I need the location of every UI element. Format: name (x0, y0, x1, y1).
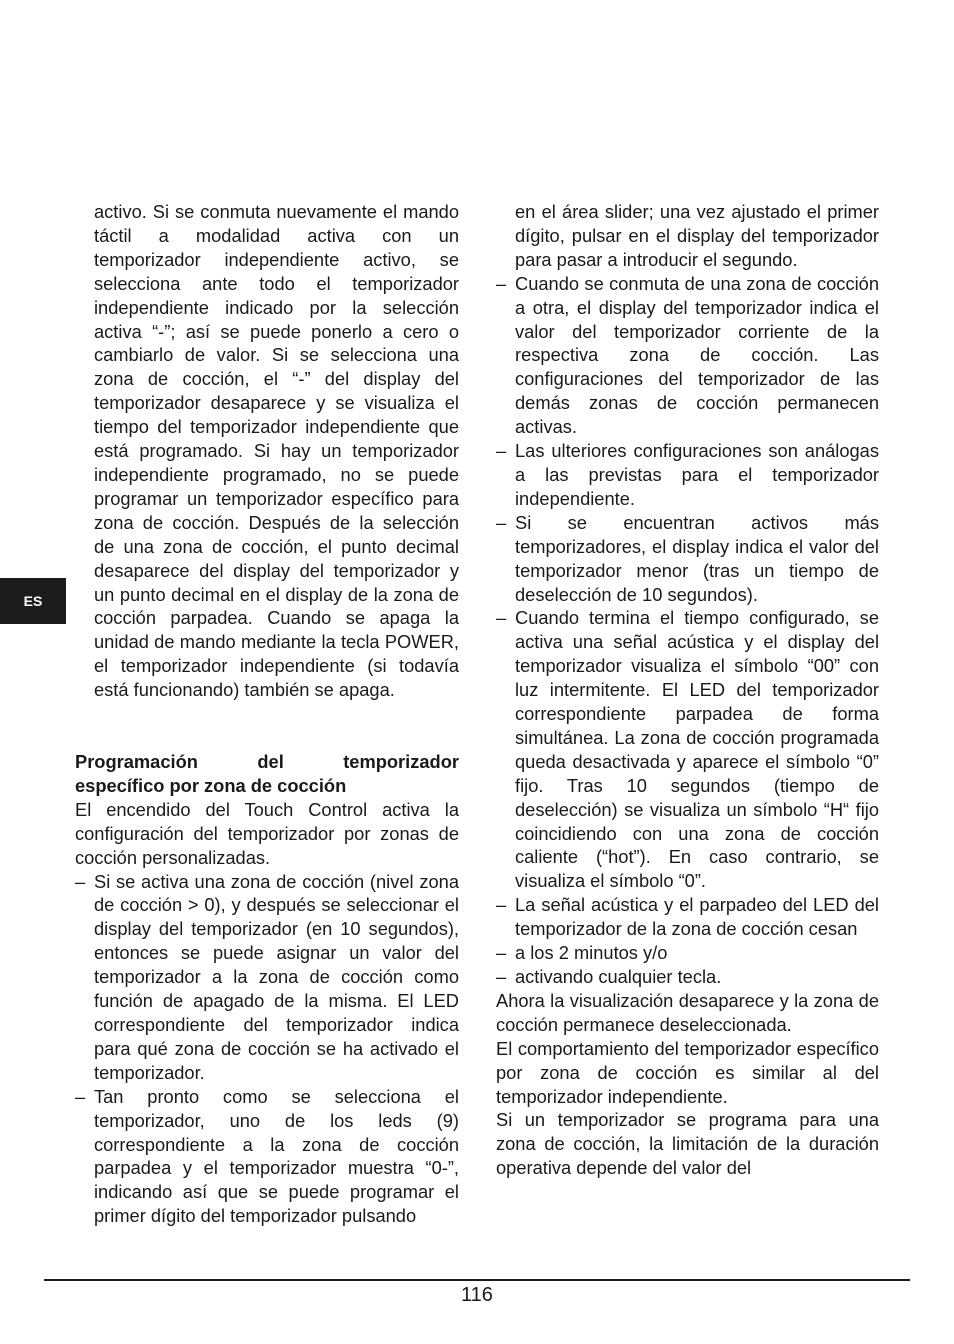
section-heading (75, 750, 459, 798)
intro-paragraph: activo. Si se conmuta nuevamente el mando táctil a modalidad activa con un temporizador independiente activo, se selecciona ante todo el temporizador independiente indicado por la selección activa “-”; así se puede ponerlo a cero o cambiarlo de valor. Si se selecciona una zona de cocción, el “-” del display del temporizador desaparece y se visualiza el tiempo del temporizador independiente que está programado. Si hay un temporizador independiente programado, no se puede programar un temporizador específico para zona de cocción. Después de la selección de una zona de cocción, el punto decimal desaparece del display del temporizador y un punto decimal en el display de la zona de cocción parpadea. Cuando se apaga la unidad de mando mediante la tecla POWER, el temporizador independiente (si todavía está funcionando) también se apaga. (94, 201, 459, 701)
bullet-item: – activando cualquier tecla. (496, 965, 879, 989)
page-number: 116 (461, 1284, 493, 1306)
bullet-item: – a los 2 minutos y/o (496, 941, 879, 965)
bullet-item: – Si se activa una zona de cocción (nivel zona de cocción > 0), y después se seleccionar el display del temporizador (en 10 segundos), entonces se puede asignar un valor del temporizador a la zona de cocción como función de apagado de la misma. El LED correspondiente del temporizador indica para qué zona de cocción se ha activado el temporizador. (75, 870, 459, 1085)
right-column (496, 200, 879, 1180)
bullet-item: – Las ulteriores configuraciones son análogas a las previstas para el temporizador independiente. (496, 439, 879, 511)
bullet-item: – Cuando se conmuta de una zona de cocción a otra, el display del temporizador indica el valor del temporizador corriente de la respectiva zona de cocción. Las configuraciones del temporizador de las demás zonas de cocción permanecen activas. (496, 272, 879, 439)
bullet-item: – La señal acústica y el parpadeo del LED del temporizador de la zona de cocción cesan (496, 893, 879, 941)
bullet-item: – Cuando termina el tiempo configurado, se activa una señal acústica y el display del temporizador visualiza el símbolo “00” con luz intermitente. El LED del temporizador correspondiente parpadea de forma simultánea. La zona de cocción programada queda desactivada y aparece el símbolo “0” fijo. Tras 10 segundos (tiempo de deselección) se visualiza un símbolo “H“ fijo coincidiendo con una zona de cocción caliente (“hot”). En caso contrario, se visualiza el símbolo “0”. (496, 606, 879, 893)
language-tab-label: ES (23, 593, 43, 609)
body-paragraph: El encendido del Touch Control activa la configuración del temporizador por zonas de cocción personalizadas. (75, 798, 459, 868)
section-heading-line1: Programación del temporizador (75, 751, 459, 773)
section-heading-line2: específico por zona de cocción (75, 774, 347, 796)
language-tab (0, 578, 66, 624)
continuation-paragraph: en el área slider; una vez ajustado el primer dígito, pulsar en el display del temporizador para pasar a introducir el segundo. (515, 201, 879, 270)
footer-rule (44, 1279, 910, 1281)
left-column (75, 200, 459, 1228)
body-paragraph: El comportamiento del temporizador específico por zona de cocción es similar al del temporizador independiente. (496, 1037, 879, 1107)
bullet-item: – Si se encuentran activos más temporizadores, el display indica el valor del temporizador menor (tras un tiempo de deselección de 10 segundos). (496, 511, 879, 607)
bullet-item: – Tan pronto como se selecciona el temporizador, uno de los leds (9) correspondiente a la zona de cocción parpadea y el temporizador muestra “0-”, indicando así que se puede programar el primer dígito del temporizador pulsando (75, 1085, 459, 1228)
body-paragraph: Si un temporizador se programa para una zona de cocción, la limitación de la duración operativa depende del valor del (496, 1109, 879, 1179)
section-spacer (75, 702, 459, 750)
body-paragraph: Ahora la visualización desaparece y la zona de cocción permanece deseleccionada. (496, 989, 879, 1035)
